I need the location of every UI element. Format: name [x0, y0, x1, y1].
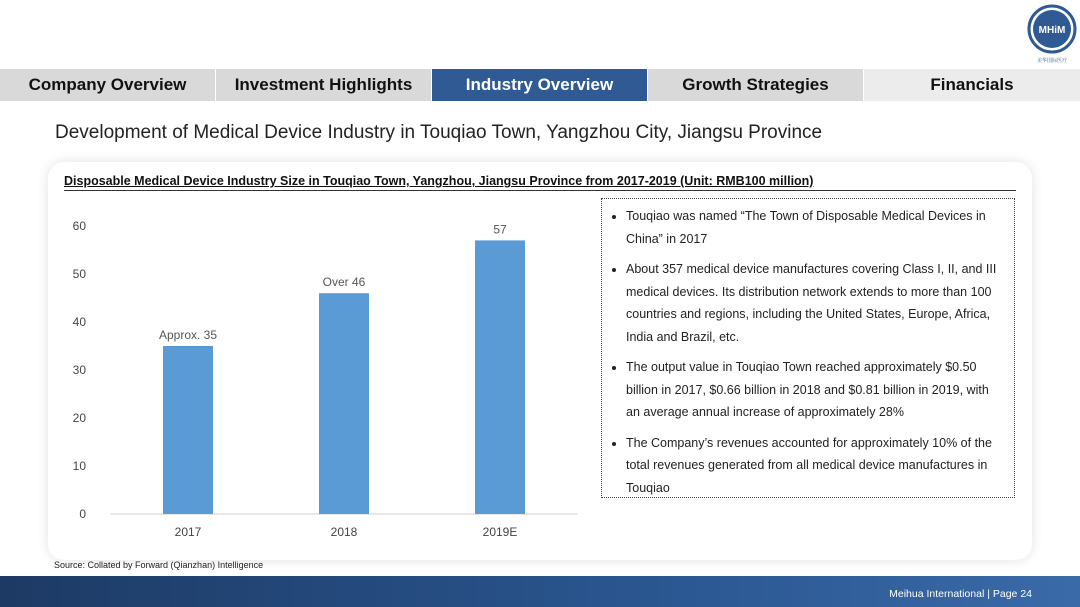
y-tick-label: 30 — [72, 363, 86, 377]
y-tick-label: 50 — [72, 267, 86, 281]
data-label: 57 — [493, 222, 507, 237]
company-logo — [1026, 4, 1078, 68]
tab-industry-overview[interactable] — [432, 69, 648, 101]
bullet-item: • Touqiao was named “The Town of Disposable Medical Devices in China” in 2017 — [626, 205, 1004, 250]
slide-heading: Development of Medical Device Industry in Touqiao Town, Yangzhou City, Jiangsu Province — [55, 122, 823, 143]
y-tick-label: 20 — [72, 411, 86, 425]
section-nav — [0, 69, 1080, 101]
source-note: Source: Collated by Forward (Qianzhan) Intelligence — [54, 560, 264, 570]
footer-text — [889, 588, 1032, 600]
bullet-item: • About 357 medical device manufactures covering Class I, II, and III medical devices. Its distribution network extends to more than 100 countries and regions, including the United States, Europe, Africa, India and Brazil, etc. — [626, 258, 1004, 348]
y-tick-label: 10 — [72, 459, 86, 473]
bullet-item: • The output value in Touqiao Town reached approximately $0.50 billion in 2017, $0.66 billion in 2018 and $0.81 billion in 2019, with an average annual increase of approximately 28% — [626, 356, 1004, 424]
x-tick-label: 2019E — [482, 525, 518, 539]
data-label: Approx. 35 — [158, 328, 218, 342]
y-tick-label: 60 — [72, 219, 86, 233]
logo-text: MHiM — [1038, 25, 1066, 36]
bullet-item: • The Company’s revenues accounted for approximately 10% of the total revenues generated from all medical device manufactures in Touqiao — [626, 432, 1004, 500]
data-label: Over 46 — [322, 275, 366, 290]
chart-title: Disposable Medical Device Industry Size in Touqiao Town, Yangzhou, Jiangsu Province from 2017-2019 (Unit: RMB100 million) — [64, 174, 1016, 191]
tab-investment-highlights[interactable] — [216, 69, 432, 101]
tab-label: Growth Strategies — [682, 75, 829, 94]
highlights-box — [601, 198, 1015, 498]
y-tick-label: 40 — [72, 315, 86, 329]
bar-2018 — [319, 293, 369, 514]
tab-label: Industry Overview — [465, 75, 614, 94]
footer-company: Meihua International — [889, 588, 985, 600]
tab-label: Investment Highlights — [234, 75, 413, 94]
x-tick-label: 2017 — [174, 525, 202, 539]
bar-2017 — [163, 346, 213, 514]
tab-growth-strategies[interactable] — [648, 69, 864, 101]
tab-financials[interactable] — [864, 69, 1080, 101]
tab-label: Company Overview — [28, 75, 187, 94]
logo-subtext: 美华国际医疗 — [1036, 58, 1068, 64]
footer-page: Page 24 — [992, 588, 1032, 600]
footer-separator: | — [987, 588, 990, 600]
x-tick-label: 2018 — [330, 525, 358, 539]
tab-label: Financials — [930, 75, 1014, 94]
bar-chart — [48, 200, 588, 550]
y-tick-label: 0 — [79, 507, 86, 521]
tab-company-overview[interactable] — [0, 69, 216, 101]
bar-2019e — [475, 240, 525, 514]
